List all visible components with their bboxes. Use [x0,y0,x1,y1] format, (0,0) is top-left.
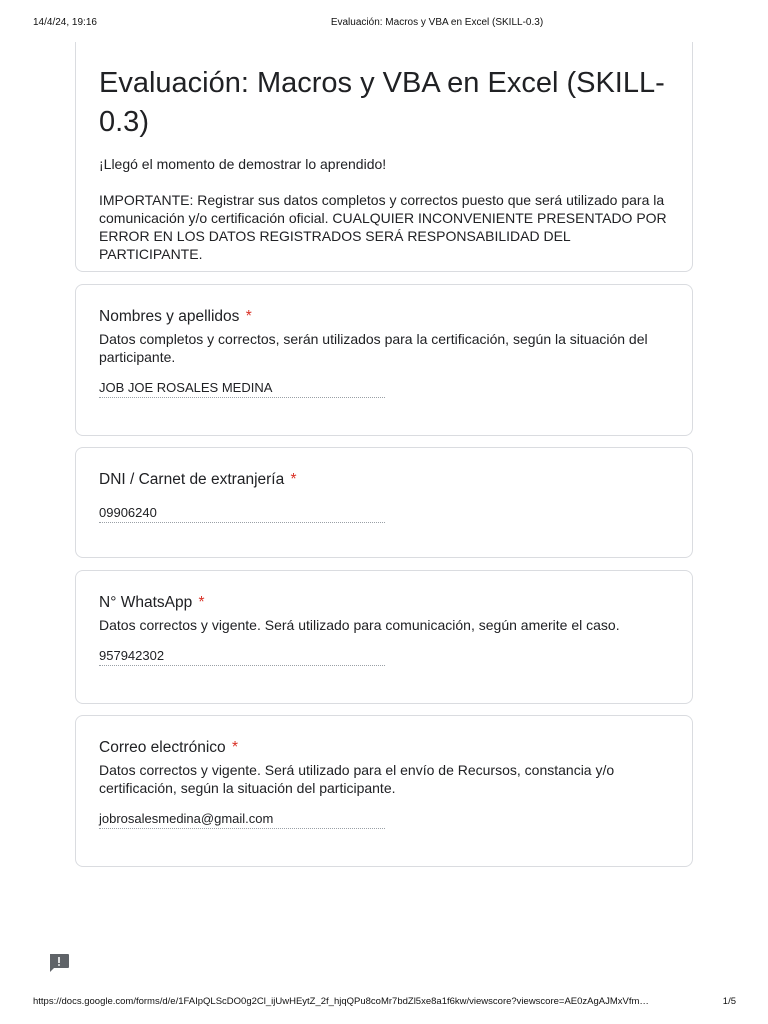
question-card-nombres [75,284,693,436]
required-asterisk: * [290,471,297,488]
question-description: Datos correctos y vigente. Será utilizado para comunicación, según amerite el caso. [99,617,620,633]
form-title: Evaluación: Macros y VBA en Excel (SKILL-0.3) [99,67,665,138]
question-title [99,593,669,613]
feedback-icon [48,953,70,973]
feedback-button[interactable] [48,953,70,973]
question-title-text: Correo electrónico [99,739,226,756]
question-title-text: N° WhatsApp [99,594,193,611]
question-title [99,307,669,327]
print-header [0,17,768,31]
required-asterisk: * [231,739,239,756]
question-card-dni [75,447,693,558]
print-url: https://docs.google.com/forms/d/e/1FAIpQLScDO0g2Cl_ijUwHEytZ_2f_hjqQPu8coMr7bdZl5xe8a1f6kw/viewscore?viewscore=AE0zAgAJMxVfm… [33,996,649,1007]
form-description [99,155,669,263]
print-document-title: Evaluación: Macros y VBA en Excel (SKILL-0.3) [330,17,544,28]
print-page-number: 1/5 [722,996,736,1007]
answer-nombres: JOB JOE ROSALES MEDINA [99,379,385,398]
required-asterisk: * [198,594,205,611]
answer-correo: jobrosalesmedina@gmail.com [99,810,385,829]
answer-dni: 09906240 [99,504,385,523]
question-title-text: DNI / Carnet de extranjería [99,471,285,488]
print-footer [0,996,768,1010]
question-title-text: Nombres y apellidos [99,308,240,325]
question-card-correo [75,715,693,867]
required-asterisk: * [245,308,252,325]
print-datetime: 14/4/24, 19:16 [33,17,97,28]
question-title [99,470,669,490]
question-description: Datos completos y correctos, serán utilizados para la certificación, según la situación del participante. [99,331,648,365]
form-notice: IMPORTANTE: Registrar sus datos completos y correctos puesto que será utilizado para la comunicación y/o certificación oficial. CUALQUIER INCONVENIENTE PRESENTADO POR ERROR EN LOS DATOS REGISTRADOS SERÁ RESPONSABILIDAD DEL PARTICIPANTE. [99,192,667,262]
answer-whatsapp: 957942302 [99,647,385,666]
question-card-whatsapp [75,570,693,704]
question-title [99,738,669,758]
form-intro: ¡Llegó el momento de demostrar lo aprendido! [99,156,387,172]
form-header-card [75,42,693,272]
question-description: Datos correctos y vigente. Será utilizado para el envío de Recursos, constancia y/o certificación, según la situación del participante. [99,762,615,796]
